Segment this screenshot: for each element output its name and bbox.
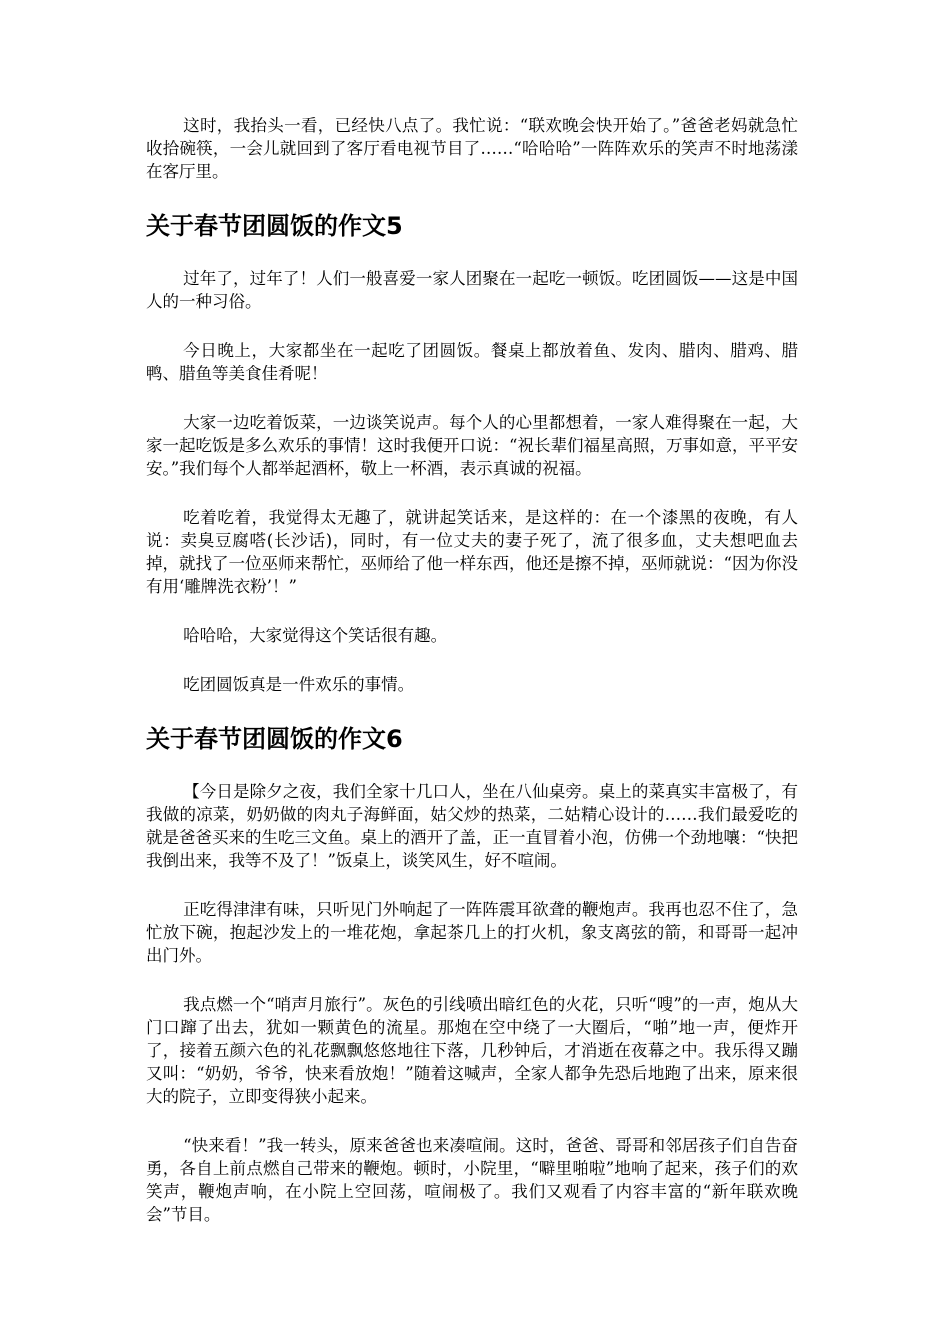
section-5-paragraph-1: 过年了，过年了！人们一般喜爱一家人团聚在一起吃一顿饭。吃团圆饭——这是中国人的一种习俗。	[146, 269, 798, 311]
section-6-paragraph-3: 我点燃一个“哨声月旅行”。灰色的引线喷出暗红色的火花，只听“嗖”的一声，炮从大门口蹿了出去，犹如一颗黄色的流星。那炮在空中绕了一大圈后，“啪”地一声，便炸开了，接着五颜六色的礼花飘飘悠悠地往下落，几秒钟后，才消逝在夜幕之中。我乐得又蹦又叫：“奶奶，爷爷，快来看放炮！”随着这喊声，全家人都争先恐后地跑了出来，原来很大的院子，立即变得狭小起来。	[146, 995, 798, 1106]
section-5-paragraph-2: 今日晚上，大家都坐在一起吃了团圆饭。餐桌上都放着鱼、发肉、腊肉、腊鸡、腊鸭、腊鱼等美食佳肴呢！	[146, 341, 798, 383]
section-5-title: 关于春节团圆饭的作文5	[146, 212, 403, 240]
intro-paragraph-1: 这时，我抬头一看，已经快八点了。我忙说：“联欢晚会快开始了。”爸爸老妈就急忙收拾碗筷，一会儿就回到了客厅看电视节目了……“哈哈哈”一阵阵欢乐的笑声不时地荡漾在客厅里。	[146, 116, 798, 181]
section-5-paragraph-6: 吃团圆饭真是一件欢乐的事情。	[183, 675, 415, 694]
section-6-paragraph-4: “快来看！”我一转头，原来爸爸也来凑喧闹。这时，爸爸、哥哥和邻居孩子们自告奋勇，各自上前点燃自己带来的鞭炮。顿时，小院里，“噼里啪啦”地响了起来，孩子们的欢笑声，鞭炮声响，在小院上空回荡，喧闹极了。我们又观看了内容丰富的“新年联欢晚会”节目。	[146, 1136, 798, 1224]
section-5-paragraph-3: 大家一边吃着饭菜，一边谈笑说声。每个人的心里都想着，一家人难得聚在一起，大家一起吃饭是多么欢乐的事情！这时我便开口说：“祝长辈们福星高照，万事如意，平平安安。”我们每个人都举起酒杯，敬上一杯酒，表示真诚的祝福。	[146, 413, 798, 478]
document-page	[146, 114, 798, 1252]
section-6-title: 关于春节团圆饭的作文6	[146, 725, 403, 753]
section-6-paragraph-1: 【今日是除夕之夜，我们全家十几口人，坐在八仙桌旁。桌上的菜真实丰富极了，有我做的凉菜，奶奶做的肉丸子海鲜面，姑父炒的热菜，二姑精心设计的……我们最爱吃的就是爸爸买来的生吃三文鱼。桌上的酒开了盖，正一直冒着小泡，仿佛一个劲地嚷：“快把我倒出来，我等不及了！”饭桌上，谈笑风生，好不喧闹。	[146, 782, 798, 870]
section-5-paragraph-4: 吃着吃着，我觉得太无趣了，就讲起笑话来，是这样的：在一个漆黑的夜晚，有人说：卖臭豆腐嗒(长沙话)，同时，有一位丈夫的妻子死了，流了很多血，丈夫想吧血去掉，就找了一位巫师来帮忙，巫师给了他一样东西，他还是擦不掉，巫师就说：“因为你没有用‘雕牌洗衣粉’！”	[146, 508, 798, 596]
section-5-paragraph-5: 哈哈哈，大家觉得这个笑话很有趣。	[183, 626, 448, 645]
section-6-paragraph-2: 正吃得津津有味，只听见门外响起了一阵阵震耳欲聋的鞭炮声。我再也忍不住了，急忙放下碗，抱起沙发上的一堆花炮，拿起茶几上的打火机，象支离弦的箭，和哥哥一起冲出门外。	[146, 900, 798, 965]
